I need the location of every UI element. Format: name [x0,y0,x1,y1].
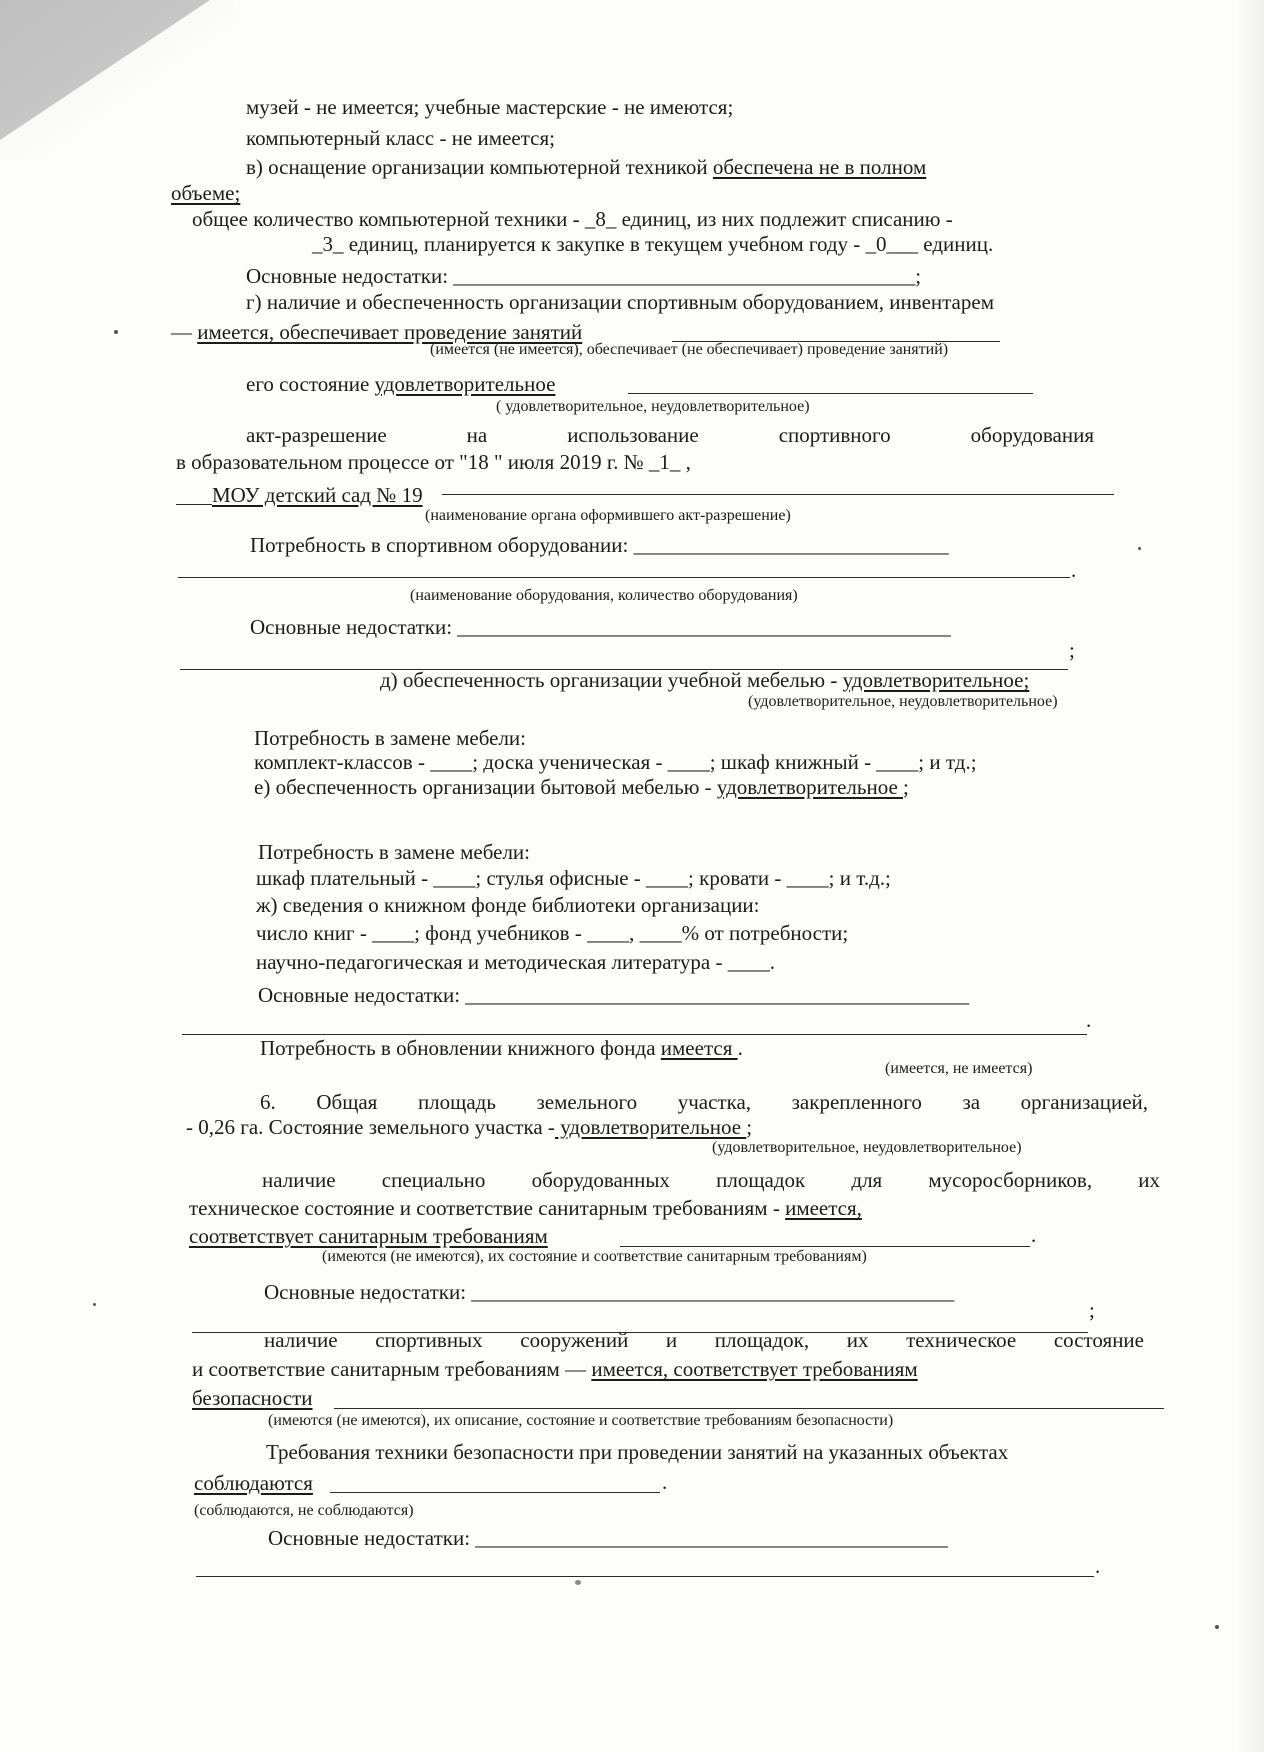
text-line: — имеется, обеспечивает проведение занятий [171,320,583,344]
punctuation: . [1086,1008,1092,1032]
text-line: Основные недостатки: ________________________________________________ [258,983,970,1007]
scan-speck [1138,547,1141,550]
caption: (имеется, не имеется) [885,1060,1033,1077]
text-line: Потребность в замене мебели: [258,840,531,864]
filled-value: имеется [660,1036,738,1060]
text-line: музей - не имеется; учебные мастерские - не имеются; [246,95,734,119]
text-line: его состояние удовлетворительное [246,372,556,396]
fill-line [176,504,212,505]
filled-value: удовлетворительное [374,372,556,396]
caption: (имеется (не имеется), обеспечивает (не обеспечивает) проведение занятий) [430,341,949,358]
filled-value: удовлетворительное; [842,668,1030,692]
scan-speck [93,1303,96,1306]
text-line: шкаф плательный - ____; стулья офисные - ____; кровати - ____; и т.д.; [256,866,891,890]
fill-line [620,1246,1030,1247]
filled-value: МОУ детский сад № 19 [212,483,423,507]
scan-speck [1215,1625,1219,1629]
text-line: наличие спортивных сооружений и площадок, их техническое состояние [264,1328,1144,1352]
fill-line [442,494,1114,495]
page-edge-shadow [1236,0,1264,1752]
punctuation: . [662,1470,668,1494]
punctuation: . [1031,1223,1037,1247]
text-line: комплект-классов - ____; доска ученическая - ____; шкаф книжный - ____; и тд.; [254,750,977,774]
filled-value: имеется, [785,1196,862,1220]
filled-value: удовлетворительное [554,1115,747,1139]
text-line: Основные недостатки: ____________________________________________; [246,264,922,288]
punctuation: . [1095,1554,1101,1578]
text-line: число книг - ____; фонд учебников - ____, ____% от потребности; [256,921,849,945]
punctuation: . [1071,558,1077,582]
text-line: в) оснащение организации компьютерной техникой обеспечена не в полном [246,155,927,179]
text-line: в образовательном процессе от "18 " июля 2019 г. № _1_ , [176,450,691,474]
corner-shadow [0,0,235,160]
text-line: - 0,26 га. Состояние земельного участка - удовлетворительное ; [186,1115,753,1139]
fill-line [182,1034,1087,1035]
text-line: ж) сведения о книжном фонде библиотеки организации: [256,893,760,917]
text-line: общее количество компьютерной техники - _8_ единиц, из них подлежит списанию - [192,207,953,231]
text-line: Требования техники безопасности при проведении занятий на указанных объектах [266,1440,1009,1464]
text-line: Основные недостатки: _______________________________________________ [250,615,951,639]
fill-line [628,393,1033,394]
text-line: Потребность в обновлении книжного фонда имеется . [260,1036,743,1060]
fill-line [178,577,1070,578]
text-line: компьютерный класс - не имеется; [246,126,555,150]
text-line: Основные недостатки: _____________________________________________ [268,1526,948,1550]
scan-speck [114,330,118,334]
text-line: наличие специально оборудованных площадок для мусоросборников, их [262,1168,1160,1192]
filled-value: безопасности [192,1386,313,1410]
punctuation: ; [1069,638,1075,662]
text-line: _3_ единиц, планируется к закупке в текущем учебном году - _0___ единиц. [312,232,994,256]
text-line: Основные недостатки: ______________________________________________ [264,1280,955,1304]
text-line: акт-разрешение на использование спортивного оборудования [246,423,1094,447]
filled-value: объеме; [171,181,241,205]
fill-line [334,1408,1164,1409]
caption: (наименование органа оформившего акт-разрешение) [425,507,791,524]
scan-speck [575,1580,581,1585]
punctuation: ; [1089,1298,1095,1322]
caption: (имеются (не имеются), их описание, состояние и соответствие требованиям безопасности) [268,1412,894,1429]
filled-value: обеспечена не в полном [712,155,927,179]
fill-line [330,1492,660,1493]
caption: (наименование оборудования, количество оборудования) [410,587,798,604]
text-line: 6. Общая площадь земельного участка, закрепленного за организацией, [260,1090,1148,1114]
caption: (удовлетворительное, неудовлетворительное) [712,1139,1022,1156]
filled-value: соблюдаются [194,1471,313,1495]
caption: ( удовлетворительное, неудовлетворительное) [496,398,810,415]
fill-line [196,1576,1094,1577]
caption: (имеются (не имеются), их состояние и соответствие санитарным требованиям) [322,1248,867,1265]
text-line: и соответствие санитарным требованиям — имеется, соответствует требованиям [192,1357,918,1381]
filled-value: соответствует санитарным требованиям [189,1224,548,1248]
text-line: д) обеспеченность организации учебной мебелью - удовлетворительное; [380,668,1030,692]
text-line: научно-педагогическая и методическая литература - ____. [256,950,775,974]
caption: (удовлетворительное, неудовлетворительное) [748,693,1058,710]
caption: (соблюдаются, не соблюдаются) [194,1502,414,1519]
text-line: техническое состояние и соответствие санитарным требованиям - имеется, [189,1196,862,1220]
text-line: е) обеспеченность организации бытовой мебелью - удовлетворительное ; [254,775,909,799]
filled-value: имеется, обеспечивает проведение занятий [197,320,583,344]
text-line: Потребность в спортивном оборудовании: ______________________________ [250,533,949,557]
text-line: Потребность в замене мебели: [254,726,527,750]
filled-value: удовлетворительное [716,775,904,799]
text-line: г) наличие и обеспеченность организации спортивным оборудованием, инвентарем [246,290,994,314]
filled-value: имеется, соответствует требованиям [591,1357,918,1381]
